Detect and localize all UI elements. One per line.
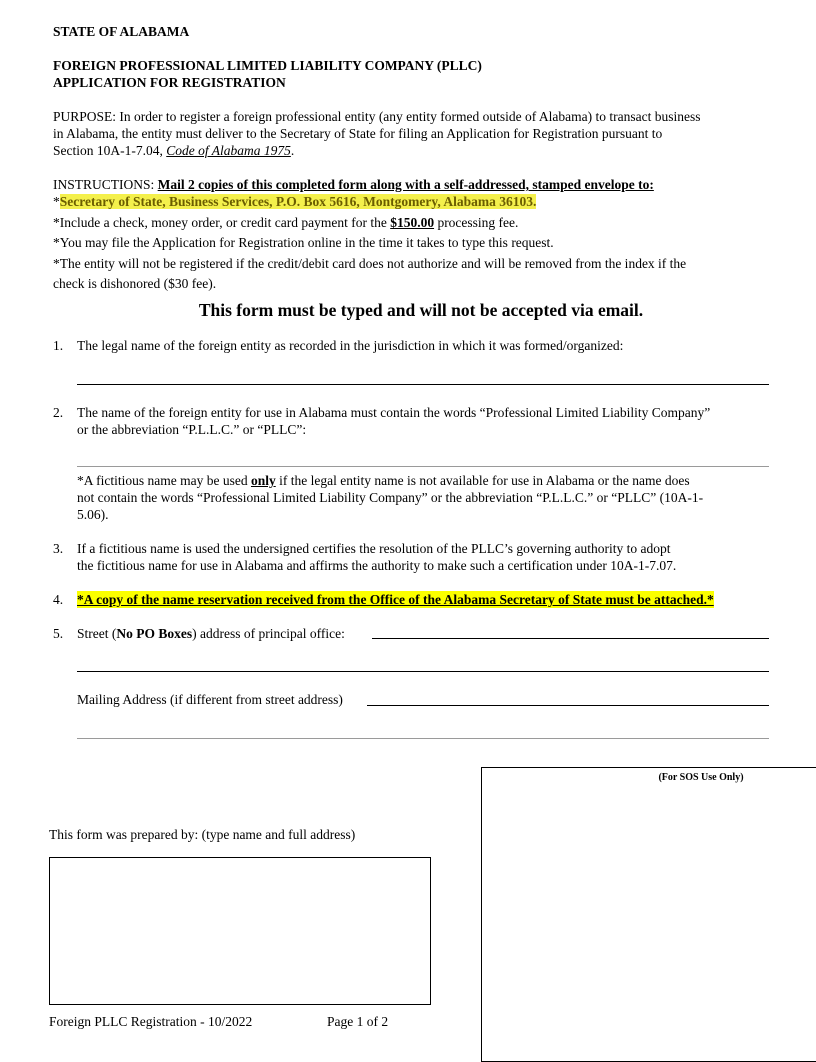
street-suffix: ) address of principal office: (192, 626, 345, 641)
fictitious-name-note-2: not contain the words “Professional Limited Liability Company” or the abbreviation “P.L.L.C.” or “PLLC” (10A-1- (77, 490, 704, 505)
item-number-5: 5. (53, 626, 64, 641)
item-2-alabama-name-label: The name of the foreign entity for use in Alabama must contain the words “Professional Limited Liability Company” (77, 405, 711, 420)
street-address-field-2[interactable] (77, 671, 769, 672)
fict-prefix: *A fictitious name may be used (77, 473, 251, 488)
mailing-address-line (53, 193, 536, 210)
fict-only: only (250, 473, 276, 488)
sos-use-only-label: (For SOS Use Only) (658, 772, 744, 783)
item-number-1: 1. (53, 338, 64, 353)
alabama-name-field[interactable] (77, 466, 769, 467)
item-5-street-address-label (77, 625, 345, 642)
sos-mailing-address: Secretary of State, Business Services, P.O. Box 5616, Montgomery, Alabama 36103. (59, 194, 537, 209)
mailing-address-label: Mailing Address (if different from street address) (77, 692, 343, 707)
mail-instructions: Mail 2 copies of this completed form along with a self-addressed, stamped envelope to: (157, 177, 654, 192)
preparer-name-address-box[interactable] (49, 857, 431, 1005)
fee-prefix: *Include a check, money order, or credit card payment for the (53, 215, 391, 230)
mailing-address-field[interactable] (367, 705, 769, 706)
fictitious-name-note-1 (77, 472, 690, 489)
purpose-line-2: in Alabama, the entity must deliver to the Secretary of State for filing an Application for Registration pursuant to (53, 126, 663, 141)
item-2-abbreviation-label: or the abbreviation “P.L.L.C.” or “PLLC”: (77, 422, 307, 437)
dishonor-note-line-1: *The entity will not be registered if the credit/debit card does not authorize and will be removed from the index if the (53, 256, 687, 271)
form-subtitle: APPLICATION FOR REGISTRATION (53, 75, 286, 90)
dishonor-note-line-2: check is dishonored ($30 fee). (53, 276, 217, 291)
item-1-legal-name-label: The legal name of the foreign entity as recorded in the jurisdiction in which it was formed/organized: (77, 338, 624, 353)
purpose-period: . (290, 143, 295, 158)
sos-use-only-box (481, 767, 816, 1062)
purpose-line-1: PURPOSE: In order to register a foreign professional entity (any entity formed outside of Alabama) to transact business (53, 109, 701, 124)
legal-name-field[interactable] (77, 384, 769, 385)
online-filing-note: *You may file the Application for Registration online in the time it takes to type this request. (53, 235, 554, 250)
name-reservation-notice: *A copy of the name reservation received from the Office of the Alabama Secretary of State must be attached.* (77, 592, 714, 607)
state-heading: STATE OF ALABAMA (53, 24, 190, 39)
street-address-field[interactable] (372, 638, 769, 639)
code-of-alabama-citation: Code of Alabama 1975 (166, 143, 291, 158)
instructions-label: INSTRUCTIONS: (53, 177, 158, 192)
page-number: Page 1 of 2 (327, 1014, 389, 1029)
item-number-4: 4. (53, 592, 64, 607)
purpose-section: Section 10A-1-7.04, (53, 143, 167, 158)
purpose-line-3 (53, 142, 294, 159)
fict-suffix: if the legal entity name is not available for use in Alabama or the name does (275, 473, 690, 488)
item-3-certification-line-2: the fictitious name for use in Alabama and affirms the authority to make such a certification under 10A-1-7.07. (77, 558, 677, 573)
item-number-2: 2. (53, 405, 64, 420)
no-po-boxes: No PO Boxes (116, 626, 193, 641)
prepared-by-label: This form was prepared by: (type name and full address) (49, 827, 356, 842)
instructions-line (53, 176, 654, 193)
fee-suffix: processing fee. (434, 215, 519, 230)
form-version: Foreign PLLC Registration - 10/2022 (49, 1014, 253, 1029)
fee-amount: $150.00 (390, 215, 435, 230)
item-number-3: 3. (53, 541, 64, 556)
item-3-certification-line-1: If a fictitious name is used the undersigned certifies the resolution of the PLLC’s governing authority to adopt (77, 541, 671, 556)
fee-line (53, 214, 518, 231)
street-prefix: Street ( (77, 626, 117, 641)
fictitious-name-note-3: 5.06). (77, 507, 109, 522)
mailing-address-field-2[interactable] (77, 738, 769, 739)
address-star: * (53, 194, 60, 209)
typed-only-notice: This form must be typed and will not be accepted via email. (198, 300, 644, 320)
form-title: FOREIGN PROFESSIONAL LIMITED LIABILITY COMPANY (PLLC) (53, 58, 482, 73)
